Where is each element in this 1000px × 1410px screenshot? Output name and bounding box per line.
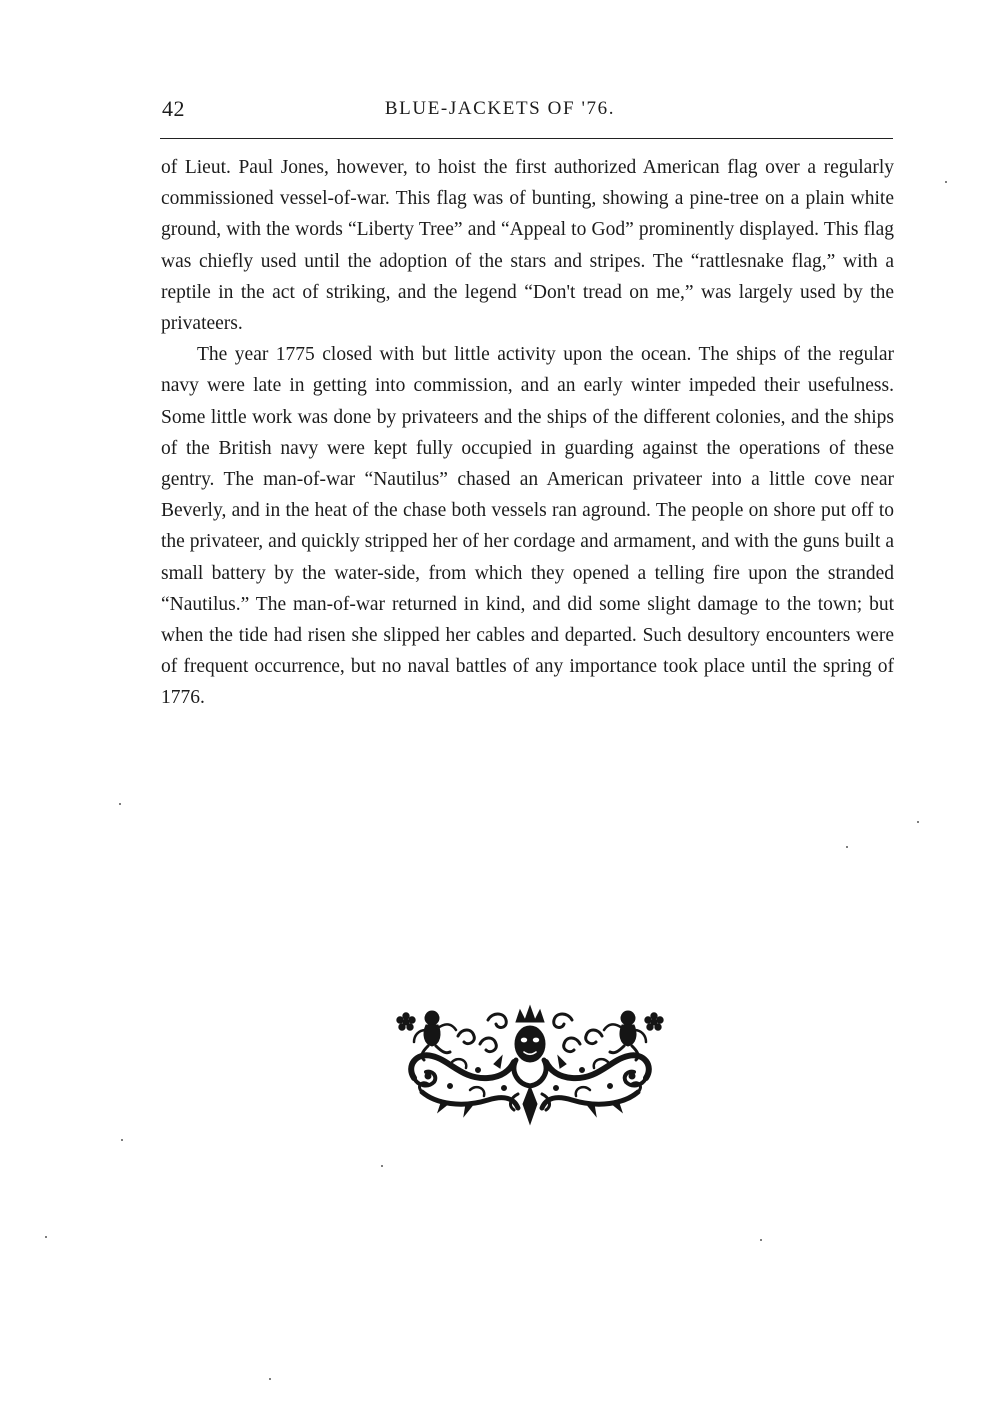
running-title: BLUE-JACKETS OF '76.: [384, 98, 616, 119]
page-number: 42: [162, 96, 185, 121]
paper-speck: [45, 1236, 47, 1238]
paper-speck: [269, 1378, 271, 1380]
paragraph-1: of Lieut. Paul Jones, however, to hoist the first authorized American flag over a regularly commissioned vessel-of-war. This flag was of bunting, showing a pine-tree on a plain white ground, with the words “Liberty Tree” and “Appeal to God” prominently displayed. This flag was chiefly used until the adoption of the stars and stripes. The “rattlesnake flag,” with a reptile in the act of striking, and the legend “Don't tread on me,” was largely used by the privateers.: [161, 157, 894, 335]
tailpiece-ornament-icon: [392, 1000, 668, 1126]
paper-speck: [846, 846, 848, 848]
paper-speck: [945, 181, 947, 183]
paper-speck: [760, 1239, 762, 1241]
paper-speck: [381, 1165, 383, 1167]
header-rule: [160, 138, 893, 139]
body-text: [161, 152, 894, 714]
paper-speck: [121, 1139, 123, 1141]
paragraph-2: The year 1775 closed with but little activity upon the ocean. The ships of the regular navy were late in getting into commission, and an early winter impeded their usefulness. Some little work was done by privateers and the ships of the different colonies, and the ships of the British navy were kept fully occupied in guarding against the operations of these gentry. The man-of-war “Nautilus” chased an American privateer into a little cove near Beverly, and in the heat of the chase both vessels ran aground. The people on shore put off to the privateer, and quickly stripped her of her cordage and armament, and with the guns built a small battery by the water-side, from which they opened a telling fire upon the stranded “Nautilus.” The man-of-war returned in kind, and did some slight damage to the town; but when the tide had risen she slipped her cables and departed. Such desultory encounters were of frequent occurrence, but no naval battles of any importance took place until the spring of 1776.: [161, 344, 894, 709]
paper-speck: [119, 803, 121, 805]
paper-speck: [917, 821, 919, 823]
